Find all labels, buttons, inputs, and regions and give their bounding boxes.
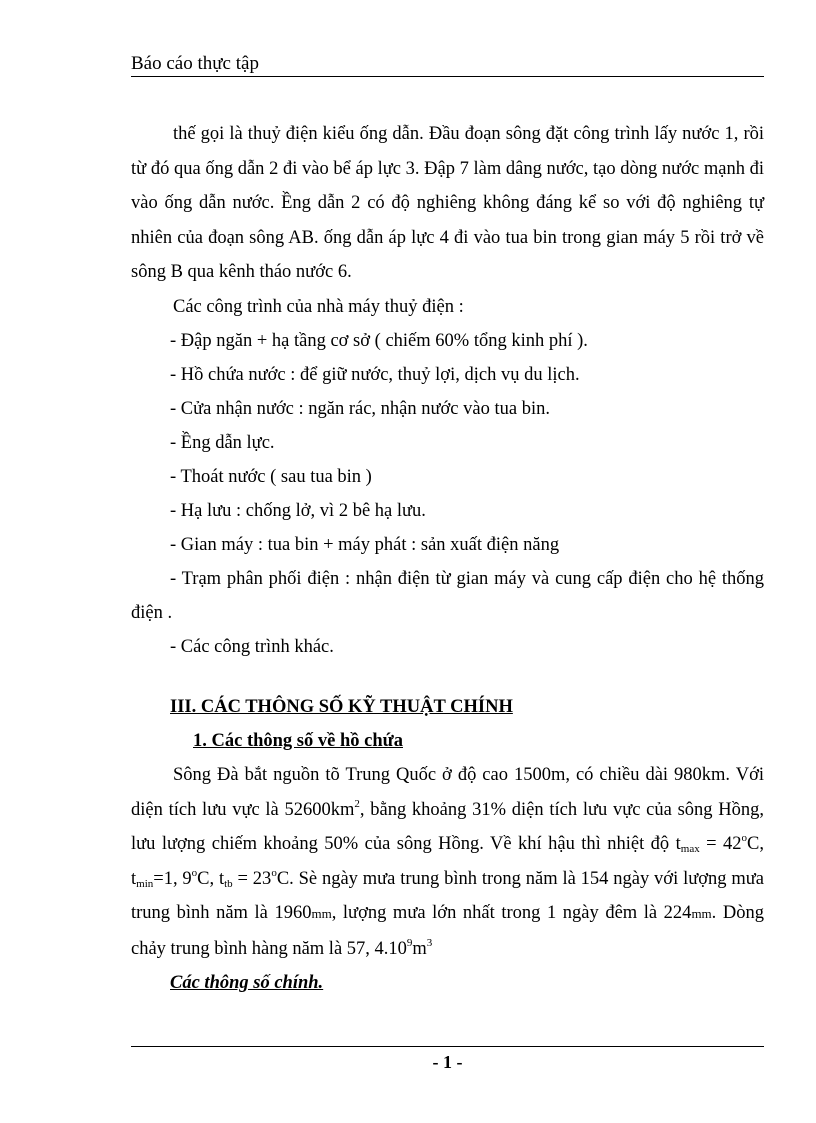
reservoir-paragraph: Sông Đà bắt nguồn tõ Trung Quốc ở độ cao 1500m, có chiều dài 980km. Với diện tích lưu vực là $52600km^2$, bằng khoảng 31% diện tích lưu vực của sông Hồng, lưu lượng chiếm khoảng 50% của sông Hồng. Về khí hậu thì nhiệt độ $t_{max} = 42^oC$, $t_{min}=1$, 9$^o$C, $t_{tb} = 23^oC$. Sè ngày mưa trung bình trong năm là 154 ngày với lượng mưa trung bình năm là 1960mm, lượng mưa lớn nhất trong 1 ngày đêm là 224mm. Dòng chảy trung bình hàng năm là 57, $4.10^9m^3$ [131,765,765,959]
italic-subheading: Các thông số chính. [170,973,324,993]
list-item: - Trạm phân phối điện : nhận điện từ gian máy và cung cấp điện cho hệ thống điện . [131,569,764,623]
list-item: - Thoát nước ( sau tua bin ) [170,467,372,487]
list-item: - Hồ chứa nước : để giữ nước, thuỷ lợi, dịch vụ du lịch. [170,365,580,385]
list-item: - Đập ngăn + hạ tầng cơ sở ( chiếm 60% tổng kinh phí ). [170,331,588,351]
list-item: - Hạ lưu : chống lở, vì 2 bê hạ lưu. [170,501,426,521]
intro-paragraph: thế gọi là thuỷ điện kiểu ống dẫn. Đầu đoạn sông đặt công trình lấy nước 1, rồi từ đó qua ống dẫn 2 đi vào bể áp lực 3. Đập 7 làm dâng nước, tạo dòng nước mạnh đi vào ống dẫn nước. Ềng dẫn 2 có độ nghiêng không đáng kể so với độ nghiêng tự nhiên của đoạn sông AB. ống dẫn áp lực 4 đi vào tua bin trong gian máy 5 rồi trở về sông B qua kênh tháo nước 6. [131,124,764,282]
header-divider [131,76,764,77]
list-item: - Ềng dẫn lực. [170,433,275,453]
sub-heading: 1. Các thông số về hồ chứa [193,731,403,751]
list-item: - Các công trình khác. [170,637,334,657]
list-item: - Gian máy : tua bin + máy phát : sản xuất điện năng [170,535,560,555]
page-body [131,117,764,1000]
section-heading: III. CÁC THÔNG SỐ KỸ THUẬT CHÍNH [170,697,513,717]
footer-divider [131,1046,764,1047]
page-header: Báo cáo thực tập [131,53,259,74]
works-intro: Các công trình của nhà máy thuỷ điện : [173,296,464,317]
page-number: - 1 - [432,1052,463,1072]
list-item: - Cửa nhận nước : ngăn rác, nhận nước vào tua bin. [170,399,550,419]
